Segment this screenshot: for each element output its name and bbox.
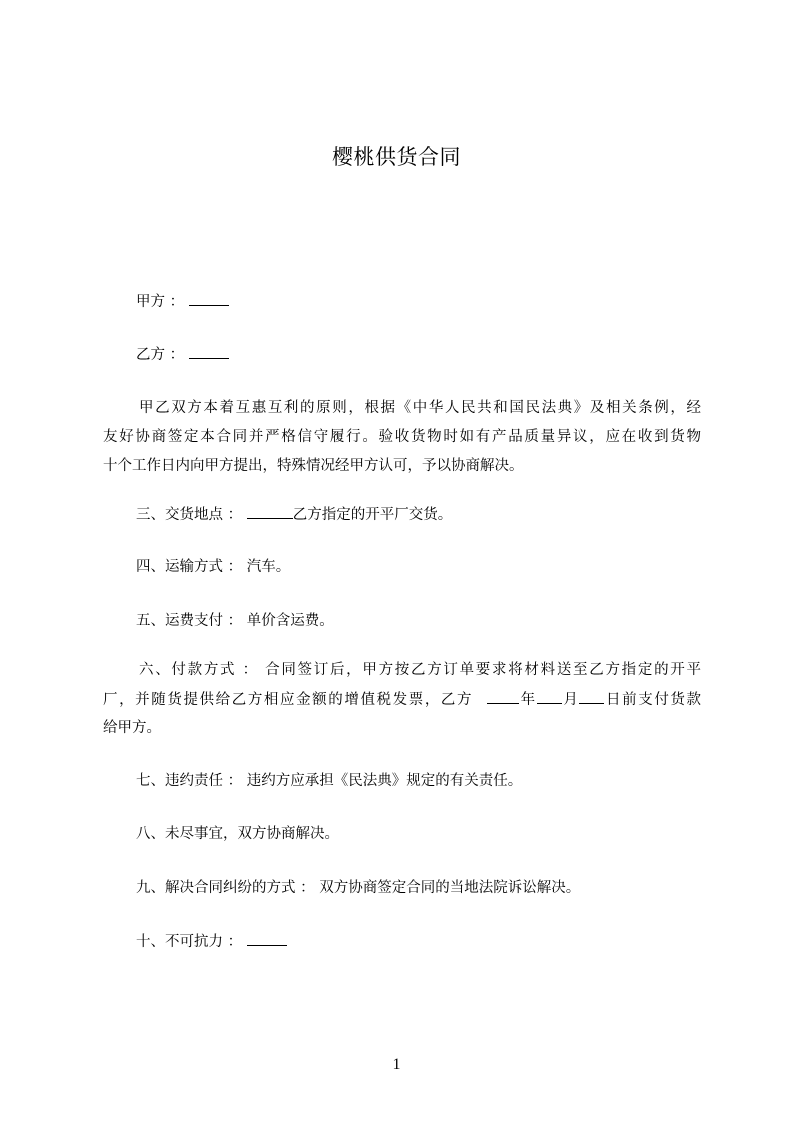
clause-7-separator: ： <box>223 773 243 789</box>
clause-3-label: 三、交货地点 <box>136 507 223 523</box>
clause-4-transport <box>136 557 290 577</box>
clause-7-liability <box>136 771 522 791</box>
document-title: 樱桃供货合同 <box>332 145 461 169</box>
clause-9-label: 九、解决合同纠纷的方式 <box>136 880 296 896</box>
clause-6-text-2: 厂，并随货提供给乙方相应金额的增值税发票，乙方 <box>103 692 474 708</box>
party-b-blank[interactable] <box>189 344 229 359</box>
clause-3-delivery-location <box>136 504 452 525</box>
clause-6-separator: ： <box>236 662 259 678</box>
clause-5-label: 五、运费支付 <box>136 613 223 629</box>
clause-9-text: 双方协商签定合同的当地法院诉讼解决。 <box>319 880 581 896</box>
clause-9-separator: ： <box>295 880 315 896</box>
clause-6-day-text: 日前支付货款 <box>604 692 702 708</box>
clause-7-label: 七、违约责任 <box>136 773 223 789</box>
clause-5-separator: ： <box>223 613 243 629</box>
clause-9-dispute <box>136 878 580 898</box>
payment-month-label: 月 <box>561 692 580 708</box>
party-b-label: 乙方 <box>136 347 165 363</box>
page-number: 1 <box>392 1056 401 1073</box>
party-b-line <box>136 344 229 365</box>
clause-8-other-matters <box>136 824 339 844</box>
clause-10-label: 十、不可抗力 <box>136 934 223 950</box>
clause-6-line-1 <box>103 660 701 689</box>
clause-8-text: 八、未尽事宜，双方协商解决。 <box>136 826 339 842</box>
clause-4-separator: ： <box>223 559 243 575</box>
party-a-label: 甲方 <box>136 294 165 310</box>
clause-6-label: 六、付款方式 <box>139 662 237 678</box>
payment-month-blank[interactable] <box>537 689 562 704</box>
clause-5-freight <box>136 611 334 631</box>
clause-3-separator: ： <box>223 507 243 523</box>
payment-year-blank[interactable] <box>487 689 519 704</box>
clause-10-separator: ： <box>223 934 243 950</box>
clause-6-payment <box>103 660 701 747</box>
clause-6-text-1: 合同签订后，甲方按乙方订单要求将材料送至乙方指定的开平 <box>265 662 702 678</box>
clause-6-line-3: 给甲方。 <box>103 720 161 736</box>
payment-year-label: 年 <box>519 692 537 708</box>
payment-day-blank[interactable] <box>579 689 604 704</box>
clause-10-force-majeure <box>136 931 287 952</box>
clause-3-blank[interactable] <box>247 504 293 519</box>
intro-paragraph <box>103 398 701 485</box>
clause-3-text: 乙方指定的开平厂交货。 <box>292 507 453 523</box>
clause-4-label: 四、运输方式 <box>136 559 223 575</box>
party-a-line <box>136 291 229 312</box>
clause-10-blank[interactable] <box>247 931 287 946</box>
clause-4-text: 汽车。 <box>246 559 291 575</box>
party-b-separator: ： <box>165 347 185 363</box>
intro-line: 友好协商签定本合同并严格信守履行。验收货物时如有产品质量异议，应在收到货物 <box>103 429 701 445</box>
intro-line: 十个工作日内向甲方提出，特殊情况经甲方认可，予以协商解决。 <box>103 458 524 474</box>
clause-7-text: 违约方应承担《民法典》规定的有关责任。 <box>246 773 523 789</box>
party-a-blank[interactable] <box>189 291 229 306</box>
intro-line: 甲乙双方本着互惠互利的原则，根据《中华人民共和国民法典》及相关条例，经 <box>139 400 701 416</box>
clause-5-text: 单价含运费。 <box>246 613 334 629</box>
clause-6-line-2 <box>103 689 701 718</box>
party-a-separator: ： <box>165 294 185 310</box>
